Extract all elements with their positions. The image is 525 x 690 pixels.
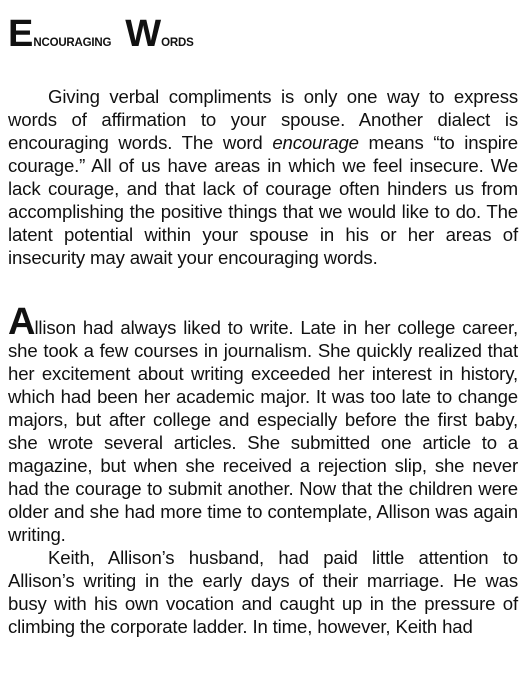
heading-rest-encouraging: NCOURAGING [33,37,112,49]
paragraph-intro-text-a: Giving verbal compliments is only one way to express words of affirmation to your spouse. Another dialect is encouraging words. The word [8,86,518,153]
book-page [8,14,518,638]
heading-initial-e: E [8,13,34,55]
paragraph-intro-text-b: means “to inspire courage.” All of us have areas in which we feel insecure. We lack courage, and that lack of courage often hinders us from accomplishing the positive things that we would like to do. The latent potential within your spouse in his or her areas of insecurity may await your encouraging words. [8,132,518,268]
heading-rest-words: ORDS [161,37,194,49]
heading-initial-w: W [125,13,162,55]
paragraph-intro [8,85,518,269]
paragraph-keith: Keith, Allison’s husband, had paid little attention to Allison’s writing in the early days of their marriage. He was busy with his own vocation and caught up in the pressure of climbing the corporate ladder. In time, however, Keith had [8,547,518,637]
section-heading [8,14,518,54]
dropcap-a: A [8,301,35,343]
paragraph-allison-text: llison had always liked to write. Late in her college career, she took a few courses in journalism. She quickly realized that her excitement about writing exceeded her interest in history, which had been her academic major. It was too late to change majors, but after college and especially before the first baby, she wrote several articles. She submitted one article to a magazine, but when she received a rejection slip, she never had the courage to submit another. Now that the children were older and she had more time to contemplate, Allison was again writing. [8,317,518,545]
paragraph-allison-story [8,301,518,546]
emphasis-encourage: encourage [272,132,359,153]
